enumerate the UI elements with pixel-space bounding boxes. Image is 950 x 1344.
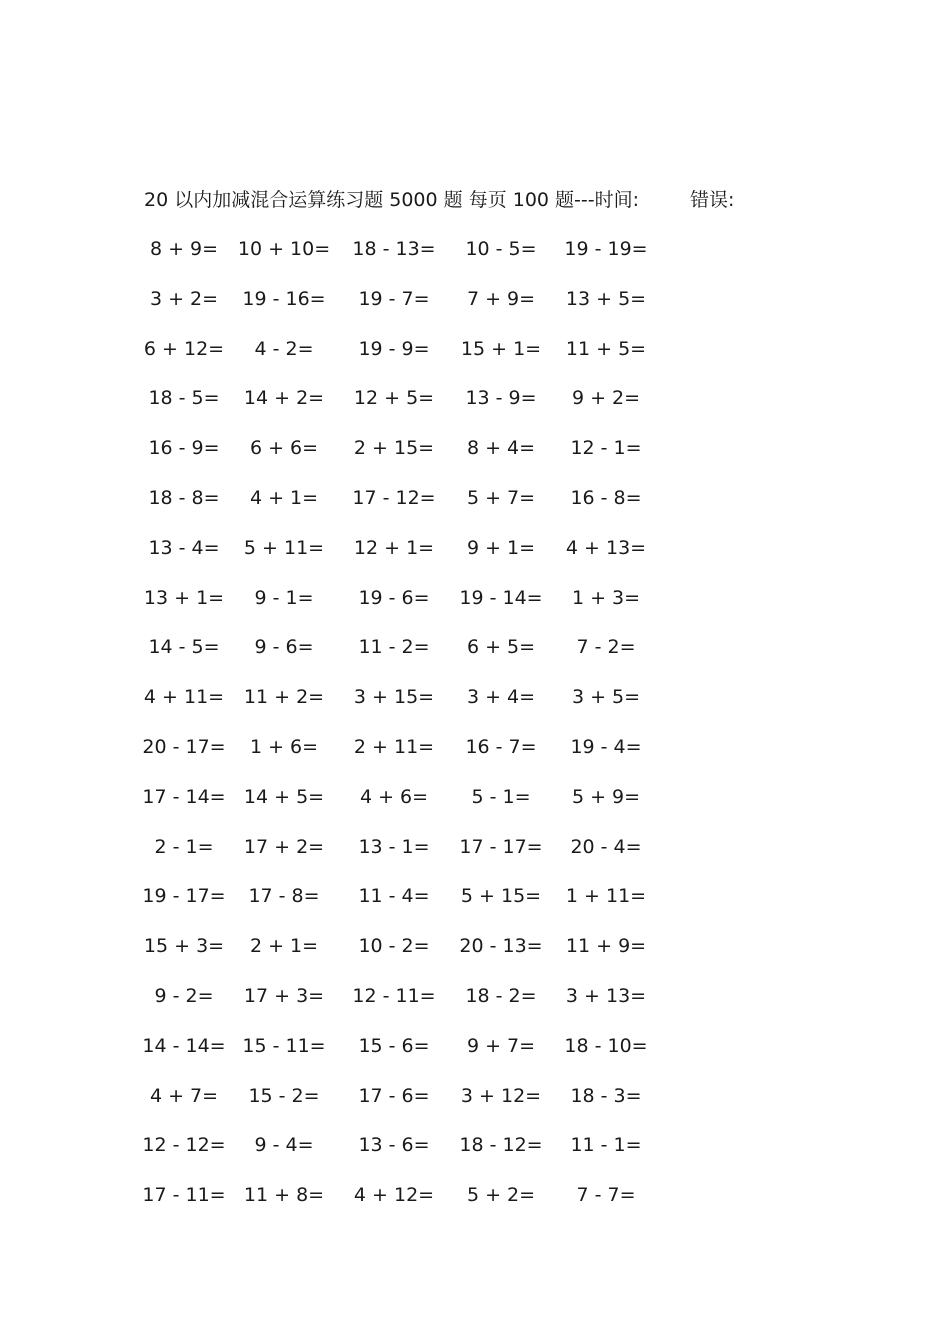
math-problem: 17 + 3= bbox=[243, 985, 325, 1007]
problem-row bbox=[0, 881, 950, 911]
problem-row bbox=[0, 433, 950, 463]
math-problem: 19 - 19= bbox=[564, 238, 648, 260]
math-problem: 3 + 15= bbox=[353, 686, 435, 709]
math-problem: 9 + 1= bbox=[466, 536, 536, 559]
worksheet-title: 20 以内加减混合运算练习题 5000 题 每页 100 题---时间: bbox=[144, 189, 640, 211]
problem-row bbox=[0, 1081, 950, 1111]
problem-row bbox=[0, 832, 950, 862]
math-problem: 17 - 11= bbox=[142, 1184, 226, 1207]
problem-row bbox=[0, 1180, 950, 1210]
math-problem: 4 + 11= bbox=[143, 686, 225, 709]
math-problem: 15 - 2= bbox=[248, 1084, 320, 1107]
math-problem: 9 + 7= bbox=[466, 1034, 536, 1057]
math-problem: 19 - 9= bbox=[358, 337, 430, 360]
error-count-label: 错误: bbox=[690, 189, 735, 211]
worksheet-header bbox=[144, 186, 735, 214]
math-problem: 17 - 14= bbox=[142, 785, 226, 808]
math-problem: 9 - 4= bbox=[254, 1134, 314, 1157]
math-problem: 6 + 6= bbox=[249, 437, 319, 460]
problem-row bbox=[0, 981, 950, 1011]
math-problem: 17 - 8= bbox=[248, 885, 320, 908]
math-problem: 13 - 6= bbox=[358, 1134, 430, 1157]
math-problem: 18 - 3= bbox=[570, 1084, 642, 1107]
math-problem: 13 - 1= bbox=[358, 835, 430, 858]
math-problem: 18 - 5= bbox=[148, 387, 220, 410]
math-problem: 18 - 13= bbox=[352, 238, 436, 260]
problem-row bbox=[0, 732, 950, 762]
math-problem: 10 - 2= bbox=[358, 935, 430, 958]
math-problem: 2 + 1= bbox=[249, 935, 319, 958]
math-problem: 13 + 1= bbox=[143, 586, 225, 609]
math-problem: 19 - 7= bbox=[358, 287, 430, 310]
math-problem: 12 - 12= bbox=[142, 1134, 226, 1157]
math-problem: 6 + 5= bbox=[466, 636, 536, 659]
math-problem: 9 - 1= bbox=[254, 586, 314, 609]
math-problem: 2 + 11= bbox=[353, 736, 435, 758]
math-problem: 14 - 5= bbox=[148, 636, 220, 659]
math-problem: 19 - 6= bbox=[358, 586, 430, 609]
math-problem: 18 - 8= bbox=[148, 487, 220, 509]
math-problem: 11 - 4= bbox=[358, 885, 430, 908]
problem-row bbox=[0, 334, 950, 364]
math-problem: 7 - 7= bbox=[576, 1184, 636, 1207]
math-problem: 12 - 1= bbox=[570, 437, 642, 460]
math-problem: 15 - 11= bbox=[242, 1034, 326, 1057]
math-problem: 3 + 12= bbox=[460, 1084, 542, 1107]
math-problem: 11 - 2= bbox=[358, 636, 430, 659]
math-problem: 15 - 6= bbox=[358, 1034, 430, 1057]
math-problem: 14 + 5= bbox=[243, 785, 325, 808]
math-problem: 12 - 11= bbox=[352, 985, 436, 1007]
math-problem: 16 - 7= bbox=[465, 736, 537, 758]
math-problem: 4 + 6= bbox=[359, 785, 429, 808]
math-problem: 1 + 6= bbox=[249, 736, 319, 758]
math-problem: 1 + 3= bbox=[571, 586, 641, 609]
math-problem: 15 + 1= bbox=[460, 337, 542, 360]
problem-row bbox=[0, 234, 950, 264]
math-problem: 18 - 2= bbox=[465, 985, 537, 1007]
math-problem: 17 + 2= bbox=[243, 835, 325, 858]
math-problem: 17 - 17= bbox=[459, 835, 543, 858]
math-problem: 11 - 1= bbox=[570, 1134, 642, 1157]
math-problem: 20 - 4= bbox=[570, 835, 642, 858]
math-problem: 5 + 7= bbox=[466, 487, 536, 509]
problem-row bbox=[0, 682, 950, 712]
problem-row bbox=[0, 284, 950, 314]
math-problem: 4 + 12= bbox=[353, 1184, 435, 1207]
math-problem: 19 - 16= bbox=[242, 287, 326, 310]
math-problem: 11 + 9= bbox=[565, 935, 647, 958]
math-problem: 4 - 2= bbox=[254, 337, 314, 360]
math-problem: 10 + 10= bbox=[237, 238, 331, 260]
math-problem: 19 - 14= bbox=[459, 586, 543, 609]
problem-row bbox=[0, 583, 950, 613]
math-problem: 4 + 7= bbox=[149, 1084, 219, 1107]
math-problem: 11 + 2= bbox=[243, 686, 325, 709]
problem-row bbox=[0, 1130, 950, 1160]
math-problem: 4 + 13= bbox=[565, 536, 647, 559]
math-problem: 18 - 10= bbox=[564, 1034, 648, 1057]
math-problem: 3 + 13= bbox=[565, 985, 647, 1007]
math-problem: 10 - 5= bbox=[465, 238, 537, 260]
math-problem: 8 + 9= bbox=[149, 238, 219, 260]
math-problem: 3 + 4= bbox=[466, 686, 536, 709]
math-problem: 7 + 9= bbox=[466, 287, 536, 310]
problem-row bbox=[0, 383, 950, 413]
math-problem: 16 - 9= bbox=[148, 437, 220, 460]
math-problem: 16 - 8= bbox=[570, 487, 642, 509]
math-problem: 13 + 5= bbox=[565, 287, 647, 310]
problem-row bbox=[0, 782, 950, 812]
math-problem: 3 + 2= bbox=[149, 287, 219, 310]
math-problem: 8 + 4= bbox=[466, 437, 536, 460]
math-problem: 5 - 1= bbox=[471, 785, 531, 808]
problem-row bbox=[0, 632, 950, 662]
math-problem: 4 + 1= bbox=[249, 487, 319, 509]
math-problem: 13 - 9= bbox=[465, 387, 537, 410]
math-problem: 17 - 6= bbox=[358, 1084, 430, 1107]
math-problem: 7 - 2= bbox=[576, 636, 636, 659]
math-problem: 12 + 1= bbox=[353, 536, 435, 559]
math-problem: 5 + 15= bbox=[460, 885, 542, 908]
problem-row bbox=[0, 931, 950, 961]
math-problem: 11 + 5= bbox=[565, 337, 647, 360]
math-problem: 2 + 15= bbox=[353, 437, 435, 460]
math-problem: 19 - 17= bbox=[142, 885, 226, 908]
problem-row bbox=[0, 1031, 950, 1061]
math-problem: 5 + 2= bbox=[466, 1184, 536, 1207]
math-problem: 15 + 3= bbox=[143, 935, 225, 958]
math-problem: 1 + 11= bbox=[565, 885, 647, 908]
math-problem: 2 - 1= bbox=[154, 835, 214, 858]
math-problem: 19 - 4= bbox=[570, 736, 642, 758]
math-problem: 5 + 9= bbox=[571, 785, 641, 808]
math-problem: 18 - 12= bbox=[459, 1134, 543, 1157]
math-problem: 17 - 12= bbox=[352, 487, 436, 509]
math-problem: 9 - 2= bbox=[154, 985, 214, 1007]
math-problem: 5 + 11= bbox=[243, 536, 325, 559]
math-problem: 14 - 14= bbox=[142, 1034, 226, 1057]
math-problem: 3 + 5= bbox=[571, 686, 641, 709]
math-problem: 20 - 13= bbox=[459, 935, 543, 958]
math-problem: 11 + 8= bbox=[243, 1184, 325, 1207]
math-problem: 9 + 2= bbox=[571, 387, 641, 410]
math-problem: 14 + 2= bbox=[243, 387, 325, 410]
math-problem: 9 - 6= bbox=[254, 636, 314, 659]
math-problem: 6 + 12= bbox=[143, 337, 225, 360]
math-problem: 20 - 17= bbox=[142, 736, 226, 758]
problem-row bbox=[0, 483, 950, 513]
problem-row bbox=[0, 533, 950, 563]
math-problem: 12 + 5= bbox=[353, 387, 435, 410]
math-problem: 13 - 4= bbox=[148, 536, 220, 559]
